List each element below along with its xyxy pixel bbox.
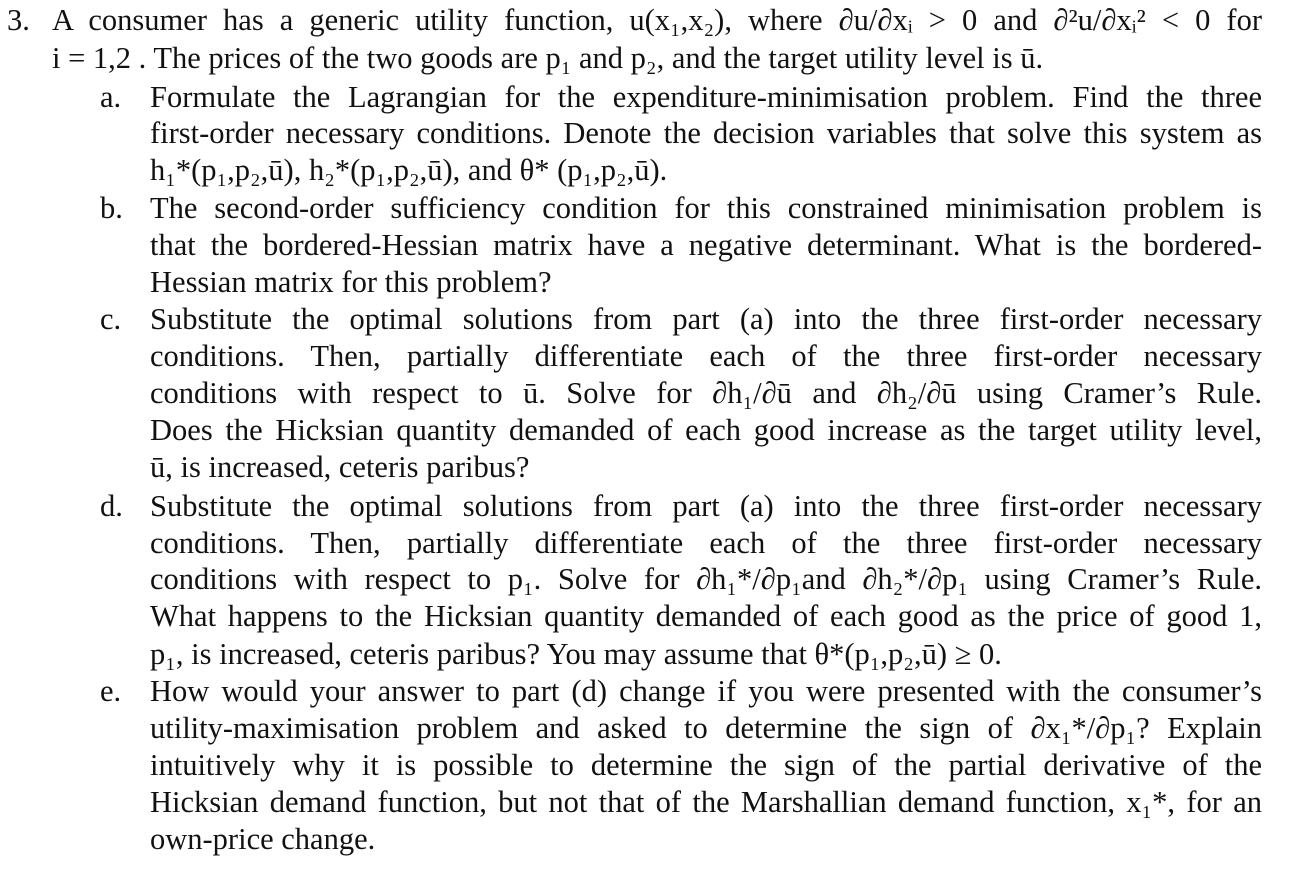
part-d-label: d. [100,489,123,523]
part-d-line-5: p₁, is increased, ceteris paribus? You may assume that θ*(p₁,p₂,ū) ≥ 0. [150,637,1002,671]
part-e-label: e. [100,674,122,708]
part-d-line-3: conditions with respect to p₁. Solve for ∂h₁*/∂p₁and ∂h₂*/∂p₁ using Cramer’s Rule. [150,562,1262,596]
question-number: 3. [7,3,30,37]
part-b-label: b. [100,191,123,225]
part-e-line-5: own-price change. [150,822,376,856]
part-a-label: a. [100,80,122,114]
part-c-line-2: conditions. Then, partially differentiate each of the three first-order necessary [150,339,1262,373]
part-e-line-2: utility-maximisation problem and asked to determine the sign of ∂x₁*/∂p₁? Explain [150,711,1262,745]
part-d-line-1: Substitute the optimal solutions from part (a) into the three first-order necessary [150,489,1262,523]
part-e-line-4: Hicksian demand function, but not that of the Marshallian demand function, x₁*, for an [150,785,1262,819]
part-b-line-3: Hessian matrix for this problem? [150,265,552,299]
part-e-line-3: intuitively why it is possible to determine the sign of the partial derivative of the [150,748,1262,782]
part-d-line-2: conditions. Then, partially differentiate each of the three first-order necessary [150,526,1262,560]
part-c-line-4: Does the Hicksian quantity demanded of each good increase as the target utility level, [150,413,1262,447]
part-d-line-4: What happens to the Hicksian quantity demanded of each good as the price of good 1, [150,599,1262,633]
part-a-line-1: Formulate the Lagrangian for the expenditure-minimisation problem. Find the three [150,80,1262,114]
part-a-line-3: h₁*(p₁,p₂,ū), h₂*(p₁,p₂,ū), and θ* (p₁,p₂,ū). [150,153,668,187]
part-e-line-1: How would your answer to part (d) change if you were presented with the consumer’s [150,674,1262,708]
part-a-line-2: first-order necessary conditions. Denote the decision variables that solve this system as [150,116,1262,150]
part-c-label: c. [100,302,122,336]
question-intro-line-2: i = 1,2 . The prices of the two goods are p₁ and p₂, and the target utility level is ū. [52,41,1044,75]
part-b-line-2: that the bordered-Hessian matrix have a negative determinant. What is the bordered- [150,228,1262,262]
part-c-line-5: ū, is increased, ceteris paribus? [150,450,530,484]
part-c-line-3: conditions with respect to ū. Solve for ∂h₁/∂ū and ∂h₂/∂ū using Cramer’s Rule. [150,376,1262,410]
part-c-line-1: Substitute the optimal solutions from part (a) into the three first-order necessary [150,302,1262,336]
part-b-line-1: The second-order sufficiency condition for this constrained minimisation problem is [150,191,1262,225]
question-intro-line-1: A consumer has a generic utility function, u(x₁,x₂), where ∂u/∂xᵢ > 0 and ∂²u/∂xᵢ² < 0 for [52,3,1262,37]
